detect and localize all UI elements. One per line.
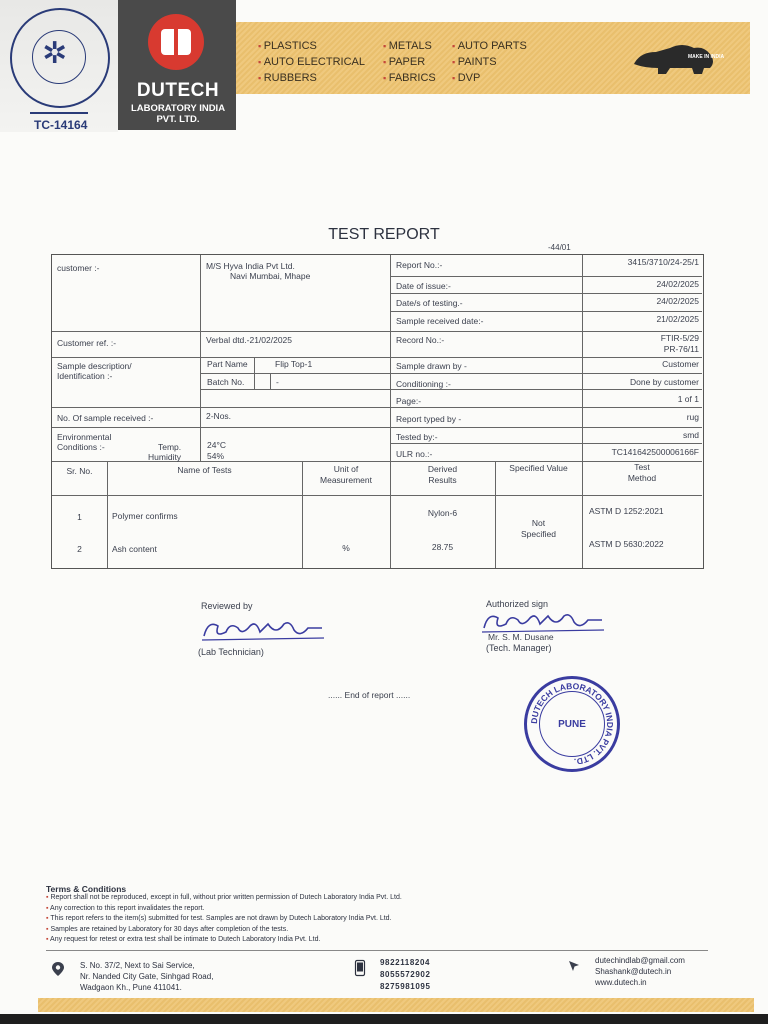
row-2-name: Ash content (112, 544, 157, 554)
row-1-name: Polymer confirms (112, 511, 178, 521)
category-item: ▪ PLASTICS (258, 38, 365, 54)
grid-line (390, 293, 702, 294)
terms-item: ▪ Samples are retained by Laboratory for 30 days after completion of the tests. (46, 926, 288, 933)
row-1-sr: 1 (77, 512, 82, 522)
grid-line (390, 443, 702, 444)
part-name-label: Part Name (207, 359, 248, 369)
grid-line (52, 407, 702, 408)
customer-name: M/S Hyva India Pvt Ltd. (206, 261, 295, 271)
grid-line (52, 331, 702, 332)
report-title: TEST REPORT (328, 226, 440, 243)
sample-identification-label: Identification :- (57, 371, 113, 381)
col-header-name: Name of Tests (177, 465, 232, 475)
authorized-sign-label: Authorized sign (486, 599, 549, 609)
make-in-india-label: MAKE IN INDIA (688, 54, 725, 60)
record-no-value-2: PR-76/11 (663, 344, 699, 354)
customer-ref-value: Verbal dtd.-21/02/2025 (206, 335, 293, 345)
category-list-2 (383, 38, 436, 86)
grid-line (200, 373, 702, 374)
environment-label: Environmental (57, 432, 112, 442)
date-testing-label: Date/s of testing.- (396, 298, 463, 308)
tested-by-label: Tested by:- (396, 432, 438, 442)
company-name: DUTECH (136, 80, 220, 101)
row-2-result: 28.75 (431, 542, 454, 552)
conditioning-label: Conditioning :- (396, 379, 451, 389)
address-line-3: Wadgaon Kh., Pune 411041. (80, 983, 182, 992)
row-2-method: ASTM D 5630:2022 (589, 539, 664, 549)
reviewed-by-label: Reviewed by (201, 601, 253, 611)
category-item: ▪ AUTO PARTS (452, 38, 527, 54)
ulr-value: TC141642500006166F (611, 447, 699, 457)
lab-technician-label: (Lab Technician) (198, 647, 264, 657)
category-item: ▪ METALS (383, 38, 436, 54)
grid-line (495, 461, 496, 568)
grid-line (200, 255, 201, 461)
record-no-label: Record No.:- (396, 335, 445, 345)
grid-line (52, 427, 702, 428)
num-samples-value: 2-Nos. (206, 411, 232, 421)
company-logo-mark (161, 29, 191, 55)
category-item: ▪ PAINTS (452, 54, 527, 70)
end-of-report: ...... End of report ...... (328, 690, 411, 700)
grid-line (270, 373, 271, 389)
company-stamp (524, 676, 620, 772)
cursor-icon (568, 960, 580, 972)
grid-line (52, 357, 702, 358)
seal-divider (30, 112, 88, 114)
email-1: dutechindlab@gmail.com (595, 956, 685, 965)
certification-seal: ✲ (10, 8, 110, 108)
stamp-center: PUNE (558, 719, 586, 730)
certification-number: TC-14164 (34, 118, 88, 132)
grid-line (390, 276, 702, 277)
date-issue-value: 24/02/2025 (656, 279, 699, 289)
category-item: ▪ FABRICS (383, 70, 436, 86)
page-label: Page:- (396, 396, 422, 406)
grid-line (107, 461, 108, 568)
customer-ref-label: Customer ref. :- (57, 338, 117, 348)
grid-line (52, 495, 702, 496)
conditions-label: Conditions :- (57, 442, 105, 452)
ulr-label: ULR no.:- (396, 449, 433, 459)
humidity-label: Humidity (148, 452, 182, 462)
customer-label: customer :- (57, 263, 100, 273)
test-report-table (51, 254, 704, 569)
reference-number: -44/01 (548, 243, 571, 252)
sample-drawn-label: Sample drawn by - (396, 361, 467, 371)
sample-received-value: 21/02/2025 (656, 314, 699, 324)
page-value: 1 of 1 (677, 394, 699, 404)
mobile-phone-icon (355, 960, 365, 976)
conditioning-value: Done by customer (630, 377, 699, 387)
location-pin-icon (52, 962, 64, 976)
row-2-unit: % (342, 543, 350, 553)
terms-item: ▪ Report shall not be reproduced, except in full, without prior written permission of Dutech Laboratory India Pvt. Ltd. (46, 894, 402, 901)
part-name-value: Flip Top-1 (275, 359, 313, 369)
humidity-value: 54% (207, 451, 225, 461)
col-header-unit-2: Measurement (320, 475, 372, 485)
manager-name: Mr. S. M. Dusane (488, 632, 554, 642)
phone-2: 8055572902 (380, 970, 431, 979)
col-header-sr: Sr. No. (66, 466, 93, 476)
spec-value-1: Not (531, 518, 546, 528)
email-2: Shashank@dutech.in (595, 967, 672, 976)
col-header-method-2: Method (627, 473, 657, 483)
customer-address: Navi Mumbai, Mhape (230, 271, 311, 281)
row-1-method: ASTM D 1252:2021 (589, 506, 664, 516)
col-header-derived: Derived (427, 464, 458, 474)
grid-line (390, 311, 702, 312)
reviewer-signature (198, 614, 328, 646)
temp-value: 24°C (207, 440, 226, 450)
company-subtitle: LABORATORY INDIA PVT. LTD. (130, 103, 226, 125)
footer-divider (46, 950, 708, 951)
batch-no-label: Batch No. (207, 377, 245, 387)
address-line-2: Nr. Nanded City Gate, Sinhgad Road, (80, 972, 214, 981)
row-2-sr: 2 (77, 544, 82, 554)
category-item: ▪ PAPER (383, 54, 436, 70)
num-samples-label: No. Of sample received :- (57, 413, 154, 423)
batch-no-value: - (276, 377, 279, 387)
grid-line (582, 255, 583, 461)
tested-by-value: smd (682, 430, 699, 440)
category-item: ▪ AUTO ELECTRICAL (258, 54, 365, 70)
date-issue-label: Date of issue:- (396, 281, 451, 291)
sample-received-label: Sample received date:- (396, 316, 484, 326)
terms-item: ▪ This report refers to the item(s) submitted for test. Samples are not drawn by Dutech Laboratory India Pvt. Ltd. (46, 915, 392, 922)
category-item: ▪ RUBBERS (258, 70, 365, 86)
terms-item: ▪ Any correction to this report invalidates the report. (46, 905, 205, 912)
manager-title: (Tech. Manager) (486, 643, 552, 653)
page-edge (0, 1014, 768, 1024)
website: www.dutech.in (595, 978, 647, 987)
col-header-spec: Specified Value (509, 463, 568, 473)
stamp-text: DUTECH LABORATORY INDIA PVT. LTD. (528, 680, 616, 767)
sample-drawn-value: Customer (662, 359, 699, 369)
typed-by-label: Report typed by - (396, 414, 462, 424)
report-no-value: 3415/3710/24-25/1 (627, 257, 699, 267)
temp-label: Temp. (158, 442, 182, 452)
grid-line (390, 255, 391, 461)
grid-line (200, 389, 702, 390)
typed-by-value: rug (686, 412, 699, 422)
make-in-india-lion-icon (630, 38, 725, 78)
date-testing-value: 24/02/2025 (656, 296, 699, 306)
col-header-derived-2: Results (428, 475, 457, 485)
col-header-method: Test (634, 462, 650, 472)
report-no-label: Report No.:- (396, 260, 443, 270)
phone-3: 8275981095 (380, 982, 431, 991)
record-no-value-1: FTIR-5/29 (660, 333, 699, 343)
terms-title: Terms & Conditions (46, 884, 127, 894)
col-header-unit: Unit of (333, 464, 359, 474)
sample-description-label: Sample description/ (57, 361, 132, 371)
category-item: ▪ DVP (452, 70, 527, 86)
phone-1: 9822118204 (380, 958, 431, 967)
footer-band (38, 998, 754, 1012)
spec-value-2: Specified (521, 529, 556, 539)
address-line-1: S. No. 37/2, Next to Sai Service, (80, 961, 195, 970)
category-list-3 (452, 38, 527, 86)
category-list-1 (258, 38, 365, 86)
row-1-result: Nylon-6 (427, 508, 458, 518)
terms-item: ▪ Any request for retest or extra test shall be intimate to Dutech Laboratory India Pvt. Ltd. (46, 936, 320, 943)
